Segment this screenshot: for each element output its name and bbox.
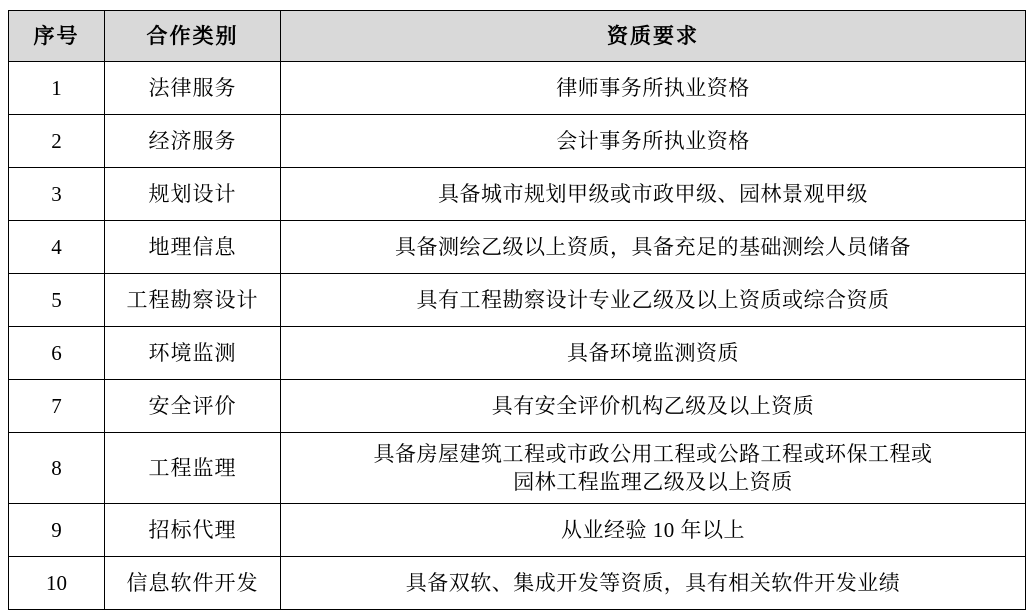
requirement-line: 园林工程监理乙级及以上资质	[513, 470, 793, 495]
requirement-line: 具有工程勘察设计专业乙级及以上资质或综合资质	[416, 287, 890, 312]
cell-requirement	[281, 504, 1026, 557]
requirement-line: 具备房屋建筑工程或市政公用工程或公路工程或环保工程或	[373, 442, 933, 466]
cell-requirement	[281, 274, 1026, 327]
requirement-line: 具备测绘乙级以上资质，具备充足的基础测绘人员储备	[395, 234, 911, 259]
cell-requirement	[281, 380, 1026, 433]
cell-category: 招标代理	[105, 504, 281, 557]
cell-number: 10	[9, 557, 105, 610]
cell-category: 环境监测	[105, 327, 281, 380]
cell-category: 安全评价	[105, 380, 281, 433]
table-row	[9, 380, 1026, 433]
cell-number: 5	[9, 274, 105, 327]
cell-number: 4	[9, 221, 105, 274]
cell-category: 规划设计	[105, 168, 281, 221]
cell-number: 9	[9, 504, 105, 557]
table-row	[9, 221, 1026, 274]
cell-number: 8	[9, 433, 105, 504]
table-row	[9, 115, 1026, 168]
document-page	[0, 10, 1033, 596]
cell-requirement	[281, 168, 1026, 221]
cell-number: 1	[9, 62, 105, 115]
table-header-row	[9, 11, 1026, 62]
cell-requirement	[281, 115, 1026, 168]
requirement-line: 具备双软、集成开发等资质，具有相关软件开发业绩	[405, 571, 901, 596]
table-row	[9, 504, 1026, 557]
column-header-category: 合作类别	[105, 11, 281, 62]
table-row	[9, 557, 1026, 610]
table-row	[9, 327, 1026, 380]
cell-requirement	[281, 557, 1026, 610]
cell-category: 经济服务	[105, 115, 281, 168]
cell-number: 6	[9, 327, 105, 380]
column-header-requirement: 资质要求	[281, 11, 1026, 62]
requirement-line: 会计事务所执业资格	[556, 128, 750, 153]
cell-requirement	[281, 221, 1026, 274]
cooperation-qualification-table	[8, 10, 1026, 610]
cell-requirement	[281, 433, 1026, 504]
requirement-line: 具有安全评价机构乙级及以上资质	[491, 393, 815, 418]
table-header	[9, 11, 1026, 62]
requirement-line: 律师事务所执业资格	[556, 75, 750, 100]
cell-requirement	[281, 62, 1026, 115]
cell-number: 2	[9, 115, 105, 168]
table-row	[9, 433, 1026, 504]
cell-category: 地理信息	[105, 221, 281, 274]
requirement-line: 具备城市规划甲级或市政甲级、园林景观甲级	[438, 181, 868, 206]
cell-number: 7	[9, 380, 105, 433]
table-row	[9, 168, 1026, 221]
cell-requirement	[281, 327, 1026, 380]
table-row	[9, 62, 1026, 115]
cell-category: 工程勘察设计	[105, 274, 281, 327]
cell-category: 工程监理	[105, 433, 281, 504]
column-header-number: 序号	[9, 11, 105, 62]
cell-category: 信息软件开发	[105, 557, 281, 610]
cell-category: 法律服务	[105, 62, 281, 115]
table-row	[9, 274, 1026, 327]
requirement-line: 具备环境监测资质	[567, 340, 739, 365]
cell-number: 3	[9, 168, 105, 221]
table-body	[9, 62, 1026, 610]
requirement-line: 从业经验 10 年以上	[561, 518, 745, 543]
